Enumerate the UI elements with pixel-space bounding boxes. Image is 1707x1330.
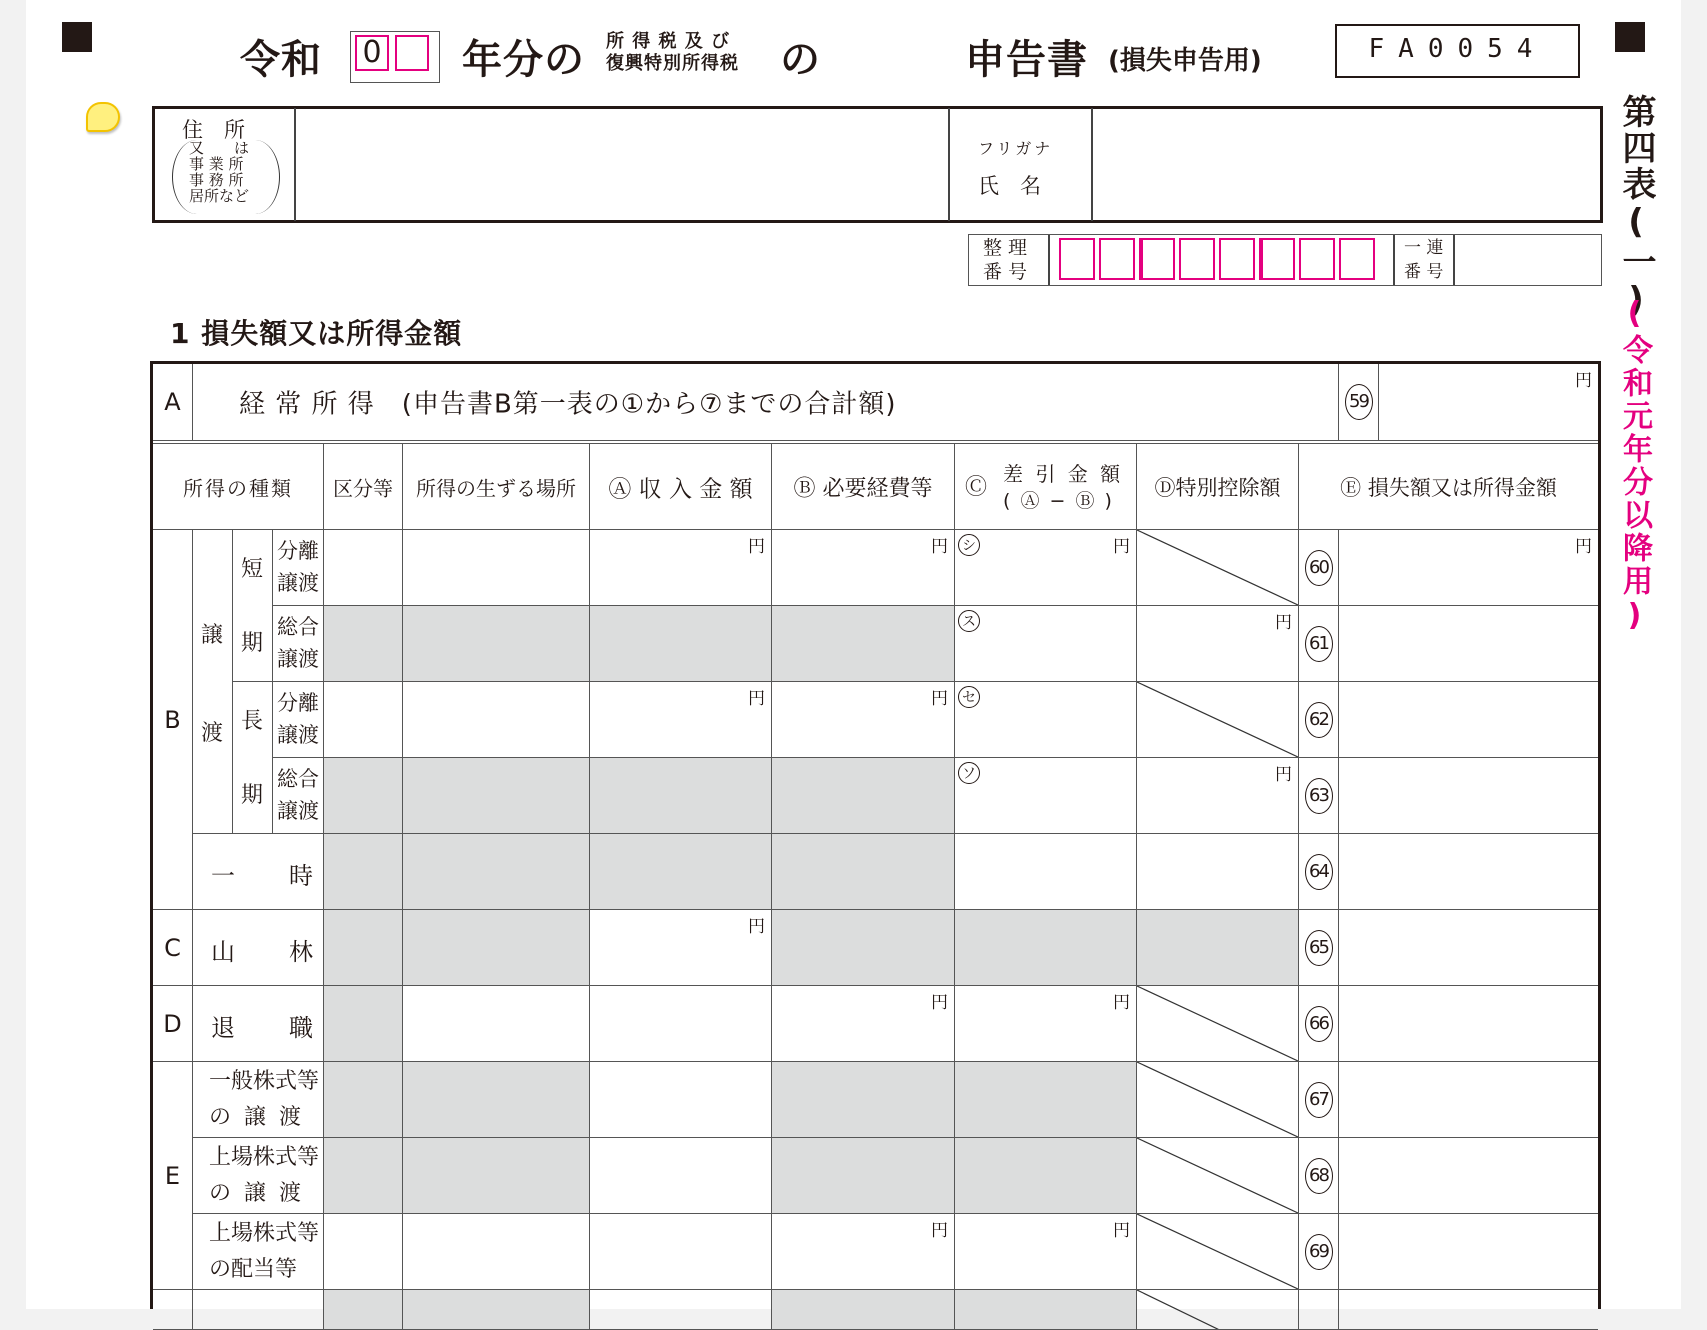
line-number-59: 59: [1345, 384, 1373, 420]
income-field[interactable]: [590, 1062, 772, 1138]
col-header-mark: Ⓒ: [965, 475, 988, 500]
row-b-letter-cell: [153, 530, 193, 910]
result-field[interactable]: [1339, 1138, 1598, 1214]
renban-field[interactable]: [1455, 236, 1600, 284]
row-d-letter-cell: [153, 986, 193, 1062]
col-header-text: 差 引 金 額: [1003, 462, 1124, 486]
registration-mark-right: [1615, 22, 1645, 52]
subtype-line: 総合: [277, 767, 319, 791]
expenses-disabled: [772, 910, 955, 986]
address-label: 住 所: [182, 118, 245, 142]
yen-unit: 円: [1575, 537, 1592, 557]
yen-unit: 円: [748, 689, 765, 709]
yen-unit: 円: [1113, 1221, 1130, 1241]
kana-marker: シ: [958, 534, 980, 556]
yen-unit: 円: [931, 537, 948, 557]
line-number-68: 68: [1305, 1158, 1333, 1194]
income-field[interactable]: [590, 1214, 772, 1290]
label-char: 時: [289, 862, 313, 890]
loss-income-table: [150, 361, 1601, 1309]
retirement-label-cell: [193, 986, 324, 1062]
difference-field[interactable]: [955, 682, 1137, 758]
place-field[interactable]: [403, 986, 590, 1062]
category-disabled: [324, 834, 403, 910]
col-header-place: [403, 444, 590, 530]
subtype-line: 譲渡: [277, 571, 319, 595]
place-field[interactable]: [403, 530, 590, 606]
address-sub-bracket: [172, 140, 280, 214]
seiri-label-2: 番 号: [983, 261, 1028, 283]
expenses-disabled: [772, 834, 955, 910]
special-deduction-field[interactable]: [1137, 834, 1299, 910]
row-a-amount-field[interactable]: [1379, 364, 1598, 441]
expenses-disabled: [772, 758, 955, 834]
subtype-label-cell: [273, 606, 324, 682]
result-field[interactable]: [1339, 1062, 1598, 1138]
special-deduction-disabled: [1137, 682, 1299, 758]
divider: [1048, 235, 1050, 285]
renban-label-1: 一 連: [1404, 238, 1444, 258]
category-disabled: [324, 1290, 403, 1330]
category-field[interactable]: [324, 1214, 403, 1290]
address-sub-line: 事 務 所: [189, 171, 244, 189]
registration-mark-left: [62, 22, 92, 52]
line-number-60: 60: [1305, 550, 1333, 586]
line-number-cell: [1299, 986, 1339, 1062]
stock-type-label-cell: [193, 1138, 324, 1214]
income-field[interactable]: [590, 682, 772, 758]
sticky-note-icon[interactable]: [86, 102, 120, 132]
place-field[interactable]: [403, 682, 590, 758]
year-digit-1[interactable]: 0: [355, 35, 389, 71]
label-char: 林: [289, 938, 313, 966]
yen-unit: 円: [748, 537, 765, 557]
place-disabled: [403, 606, 590, 682]
strike-diagonal: [1137, 1062, 1298, 1137]
row-letter: A: [164, 388, 181, 416]
place-disabled: [403, 834, 590, 910]
subtype-line: 譲渡: [277, 723, 319, 747]
subtype-line: 総合: [277, 615, 319, 639]
place-disabled: [403, 758, 590, 834]
renban-label-2: 番 号: [1404, 262, 1444, 282]
address-sub-line: 又 は: [189, 139, 250, 157]
row-c-letter-cell: [153, 910, 193, 986]
transfer-label-cell: [193, 530, 233, 834]
special-deduction-disabled: [1137, 910, 1299, 986]
expenses-disabled: [772, 1138, 955, 1214]
special-deduction-disabled: [1137, 530, 1299, 606]
line-number-cell: [1299, 1290, 1339, 1330]
yen-unit: 円: [931, 689, 948, 709]
row-letter: E: [164, 1161, 181, 1190]
difference-field[interactable]: [955, 1214, 1137, 1290]
label-char: 渡: [201, 721, 224, 746]
col-header-result: [1299, 444, 1598, 530]
row-letter: C: [164, 933, 181, 962]
category-disabled: [324, 1138, 403, 1214]
yen-unit: 円: [1113, 537, 1130, 557]
income-disabled: [590, 834, 772, 910]
label-char: 職: [289, 1014, 313, 1042]
row-letter-cell: [153, 1290, 193, 1330]
seiri-digit-cell[interactable]: [1179, 238, 1215, 280]
kana-marker: ソ: [958, 762, 980, 784]
label-char: 短: [241, 557, 264, 582]
label-char: 山: [211, 938, 235, 966]
subtype-line: 分離: [277, 691, 319, 715]
section-title: 1 損失額又は所得金額: [170, 317, 463, 350]
category-disabled: [324, 758, 403, 834]
label-char: 退: [211, 1014, 235, 1042]
applicability-label: (令和元年分以降用): [1617, 296, 1652, 636]
income-field[interactable]: [590, 1290, 772, 1330]
col-header-text: Ⓔ 損失額又は所得金額: [1340, 475, 1557, 500]
special-deduction-disabled: [1137, 1290, 1299, 1330]
expenses-field[interactable]: [772, 986, 955, 1062]
label-char: 譲: [201, 623, 224, 648]
line-number-cell: [1299, 530, 1339, 606]
result-field[interactable]: [1339, 986, 1598, 1062]
forestry-label-cell: [193, 910, 324, 986]
table-name-label: 第四表(一): [1616, 94, 1656, 322]
kana-marker: セ: [958, 686, 980, 708]
col-header-text: 所得の種類: [183, 476, 293, 500]
yen-unit: 円: [1275, 765, 1292, 785]
strike-diagonal: [1137, 530, 1298, 605]
label-line: の 譲 渡: [209, 1105, 301, 1130]
col-header-type: [153, 444, 324, 530]
furigana-label: フリガナ: [978, 139, 1054, 158]
seiri-digit-cell[interactable]: [1259, 238, 1295, 280]
subtype-label-cell: [273, 530, 324, 606]
difference-disabled: [955, 1138, 1137, 1214]
income-field[interactable]: [590, 910, 772, 986]
place-disabled: [403, 1062, 590, 1138]
short-term-label-cell: [233, 530, 273, 682]
yen-unit: 円: [1575, 371, 1592, 391]
yen-unit: 円: [1113, 993, 1130, 1013]
yen-unit: 円: [748, 917, 765, 937]
expenses-disabled: [772, 606, 955, 682]
category-field[interactable]: [324, 530, 403, 606]
subtype-label-cell: [273, 682, 324, 758]
expenses-field[interactable]: [772, 1214, 955, 1290]
label-line: 上場株式等: [209, 1221, 320, 1246]
row-letter: D: [163, 1009, 182, 1038]
income-field[interactable]: [590, 530, 772, 606]
year-input-box[interactable]: [350, 31, 440, 83]
place-disabled: [403, 1290, 590, 1330]
line-number-cell: [1339, 364, 1379, 441]
seiri-digit-cell[interactable]: [1139, 238, 1175, 280]
seiri-digit-cell[interactable]: [1219, 238, 1255, 280]
strike-diagonal: [1137, 1214, 1298, 1289]
doc-title: 申告書: [965, 37, 1088, 83]
category-disabled: [324, 986, 403, 1062]
subtype-line: 譲渡: [277, 647, 319, 671]
result-field[interactable]: [1339, 1214, 1598, 1290]
place-disabled: [403, 1138, 590, 1214]
result-field[interactable]: [1339, 910, 1598, 986]
col-header-text: Ⓑ 必要経費等: [793, 476, 933, 501]
seiri-digit-cell[interactable]: [1299, 238, 1335, 280]
line-number-67: 67: [1305, 1082, 1333, 1118]
label-char: 期: [241, 783, 264, 808]
result-field[interactable]: [1339, 1290, 1598, 1330]
subtype-label-cell: [273, 758, 324, 834]
income-field[interactable]: [590, 1138, 772, 1214]
stock-type-label-cell: [193, 1214, 324, 1290]
seiri-digit-cell[interactable]: [1339, 238, 1375, 280]
name-field[interactable]: [1093, 108, 1601, 221]
line-number-64: 64: [1305, 854, 1333, 890]
difference-field[interactable]: [955, 606, 1137, 682]
special-deduction-disabled: [1137, 1138, 1299, 1214]
col-header-difference: [955, 444, 1137, 530]
result-field[interactable]: [1339, 758, 1598, 834]
row-a-label: 経 常 所 得 (申告書B第一表の①から⑦までの合計額): [239, 389, 897, 420]
strike-diagonal: [1137, 682, 1298, 757]
seiri-label-1: 整 理: [983, 237, 1028, 259]
difference-field[interactable]: [955, 834, 1137, 910]
line-number-61: 61: [1305, 626, 1333, 662]
category-field[interactable]: [324, 682, 403, 758]
tax-name-line1: 所 得 税 及 び: [606, 31, 731, 52]
subtype-line: 分離: [277, 539, 319, 563]
kana-marker: ス: [958, 610, 980, 632]
line-number-69: 69: [1305, 1234, 1333, 1270]
era-label: 令和: [240, 37, 322, 83]
result-field[interactable]: [1339, 834, 1598, 910]
strike-diagonal: [1137, 1138, 1298, 1213]
category-disabled: [324, 606, 403, 682]
line-number-cell: [1299, 682, 1339, 758]
title-particle: の: [780, 37, 821, 83]
result-field[interactable]: [1339, 530, 1598, 606]
name-label: 氏 名: [978, 174, 1041, 198]
expenses-disabled: [772, 1062, 955, 1138]
stock-type-label-cell: [193, 1062, 324, 1138]
place-disabled: [403, 910, 590, 986]
line-number-cell: [1299, 1214, 1339, 1290]
label-line: の 譲 渡: [209, 1181, 301, 1206]
expenses-field[interactable]: [772, 682, 955, 758]
label-char: 一: [211, 862, 235, 890]
label-char: 長: [241, 709, 264, 734]
income-field[interactable]: [590, 986, 772, 1062]
result-field[interactable]: [1339, 606, 1598, 682]
expenses-disabled: [772, 1290, 955, 1330]
tax-name-line2: 復興特別所得税: [606, 53, 739, 74]
special-deduction-field[interactable]: [1137, 758, 1299, 834]
yen-unit: 円: [1275, 613, 1292, 633]
result-field[interactable]: [1339, 682, 1598, 758]
strike-diagonal: [1137, 986, 1298, 1061]
label-line: の配当等: [209, 1257, 298, 1282]
line-number-cell: [1299, 910, 1339, 986]
yen-unit: 円: [931, 1221, 948, 1241]
temporary-income-label-cell: [193, 834, 324, 910]
col-header-text: 区分等: [333, 476, 393, 500]
income-disabled: [590, 758, 772, 834]
row-e-letter-cell: [153, 1062, 193, 1290]
difference-disabled: [955, 910, 1137, 986]
doc-subtitle: (損失申告用): [1108, 46, 1262, 76]
difference-field[interactable]: [955, 986, 1137, 1062]
address-sub-line: 居所など: [189, 187, 250, 205]
col-header-category: [324, 444, 403, 530]
row-letter: B: [164, 705, 181, 734]
col-header-text: ( Ⓐ − Ⓑ ): [1003, 490, 1114, 512]
form-code: FA0054: [1335, 24, 1580, 78]
difference-field[interactable]: [955, 758, 1137, 834]
difference-disabled: [955, 1290, 1137, 1330]
subtype-line: 譲渡: [277, 799, 319, 823]
divider: [948, 108, 950, 221]
income-disabled: [590, 606, 772, 682]
category-disabled: [324, 1062, 403, 1138]
long-term-label-cell: [233, 682, 273, 834]
address-sub-line: 事 業 所: [189, 155, 244, 173]
line-number-62: 62: [1305, 702, 1333, 738]
strike-diagonal: [1137, 1290, 1298, 1329]
label-line: 一般株式等: [209, 1069, 320, 1094]
special-deduction-field[interactable]: [1137, 606, 1299, 682]
label-char: 期: [241, 631, 264, 656]
line-number-cell: [1299, 1062, 1339, 1138]
line-number-63: 63: [1305, 778, 1333, 814]
line-number-cell: [1299, 834, 1339, 910]
difference-field[interactable]: [955, 530, 1137, 606]
col-header-text: Ⓓ特別控除額: [1154, 475, 1281, 500]
special-deduction-disabled: [1137, 1062, 1299, 1138]
seiri-digit-cell[interactable]: [1059, 238, 1095, 280]
row-a-label-cell: [193, 364, 1339, 441]
difference-disabled: [955, 1062, 1137, 1138]
label-line: 上場株式等: [209, 1145, 320, 1170]
category-disabled: [324, 910, 403, 986]
col-header-expenses: [772, 444, 955, 530]
address-field[interactable]: [296, 108, 946, 221]
place-field[interactable]: [403, 1214, 590, 1290]
col-header-text: Ⓐ 収 入 金 額: [608, 476, 753, 502]
line-number-66: 66: [1305, 1006, 1333, 1042]
line-number-cell: [1299, 758, 1339, 834]
line-number-cell: [1299, 606, 1339, 682]
line-number-cell: [1299, 1138, 1339, 1214]
year-digit-2[interactable]: [395, 35, 429, 71]
col-header-income: [590, 444, 772, 530]
special-deduction-disabled: [1137, 986, 1299, 1062]
year-suffix: 年分の: [462, 37, 585, 83]
line-number-65: 65: [1305, 930, 1333, 966]
col-header-text: 所得の生ずる場所: [416, 476, 576, 500]
label-cell: [193, 1290, 324, 1330]
expenses-field[interactable]: [772, 530, 955, 606]
yen-unit: 円: [931, 993, 948, 1013]
seiri-digit-cell[interactable]: [1099, 238, 1135, 280]
special-deduction-disabled: [1137, 1214, 1299, 1290]
divider: [1393, 235, 1395, 285]
col-header-special-deduction: [1137, 444, 1299, 530]
row-a-letter-cell: [153, 364, 193, 441]
